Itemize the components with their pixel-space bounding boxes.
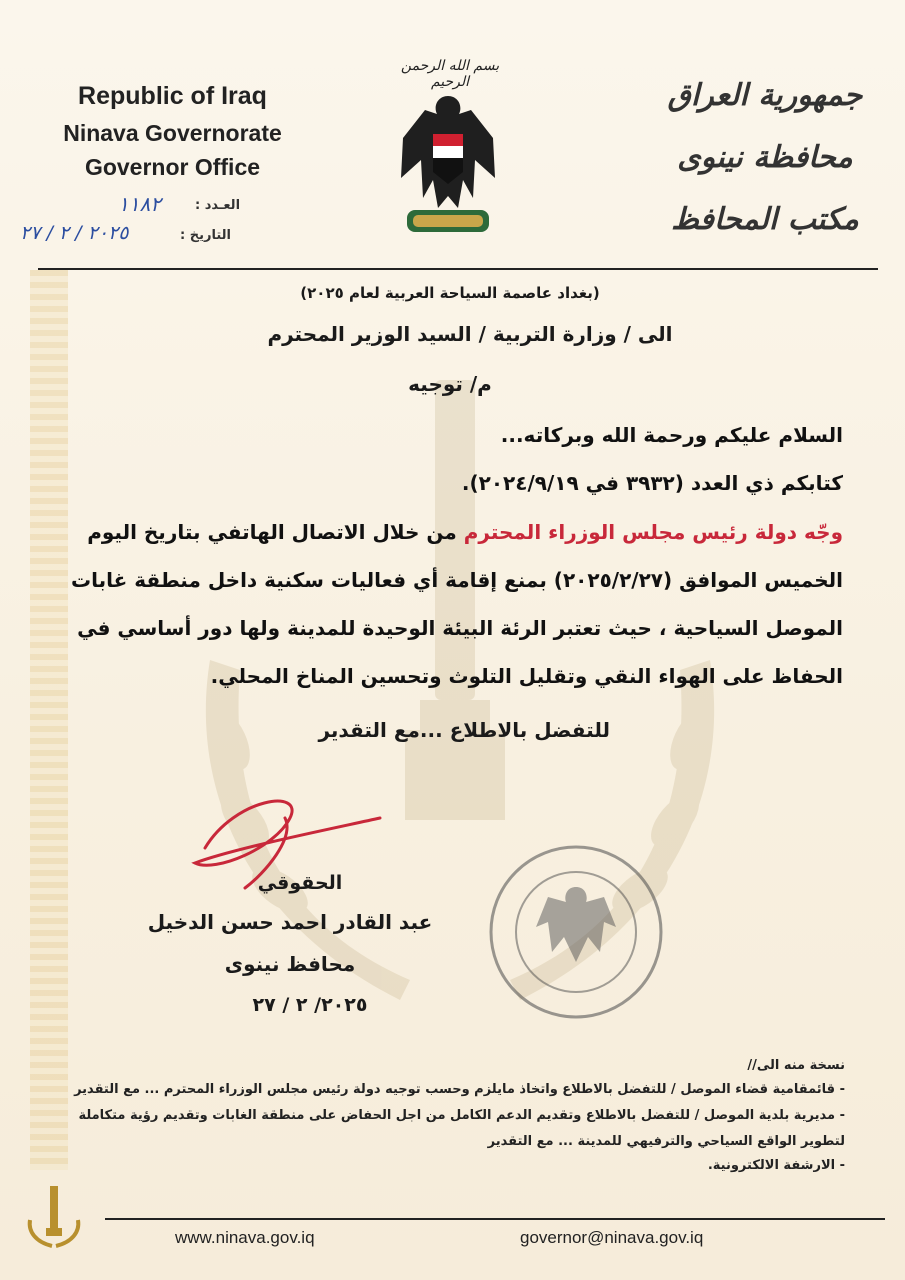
footer-divider [105, 1218, 885, 1220]
date-label: التاريخ : [180, 228, 231, 243]
header-ar-republic: جمهورية العراق [667, 78, 863, 113]
paragraph-line-4: الحفاظ على الهواء النقي وتقليل التلوث وتحسين المناخ المحلي. [210, 664, 843, 688]
copies-heading: نسخة منه الى// [747, 1058, 845, 1073]
paragraph-line-3: الموصل السياحية ، حيث تعتبر الرئة البيئة الوحيدة للمدينة ولها دور أساسي في [77, 616, 843, 640]
prime-minister-highlight: وجّه دولة رئيس مجلس الوزراء المحترم [463, 520, 843, 544]
addressee: الى / وزارة التربية / السيد الوزير المحترم [267, 322, 673, 346]
website-link[interactable]: www.ninava.gov.iq [175, 1228, 315, 1247]
reference-line: كتابكم ذي العدد (٣٩٣٢ في ٢٠٢٤/٩/١٩). [461, 471, 843, 495]
paragraph-line-1 [63, 520, 843, 544]
basmala: بسم الله الرحمن الرحيم [400, 58, 500, 90]
copy-item-1: - قائمقامية قضاء الموصل / للتفضل بالاطلاع واتخاذ مايلزم وحسب توجيه دولة رئيس مجلس الوزراء المحترم ... مع التقدير [74, 1082, 845, 1097]
header-ar-governorate: محافظة نينوى [677, 140, 853, 175]
subject: م/ توجيه [408, 372, 492, 396]
header-governorate: Ninava Governorate [63, 120, 282, 146]
closing: للتفضل بالاطلاع ...مع التقدير [318, 718, 610, 742]
official-stamp [486, 842, 666, 1022]
signature-title: الحقوقي [257, 872, 343, 894]
paragraph-line-1-rest: من خلال الاتصال الهاتفي بتاريخ اليوم [87, 520, 457, 544]
greeting: السلام عليكم ورحمة الله وبركاته... [500, 423, 843, 447]
ninava-minaret-logo [22, 1180, 86, 1250]
signature-name: عبد القادر احمد حسن الدخيل [147, 910, 433, 934]
header-divider [38, 268, 878, 270]
number-label: العـدد : [195, 198, 241, 213]
number-value: ١١٨٢ [118, 192, 161, 216]
slogan: (بغداد عاصمة السياحة العربية لعام ٢٠٢٥) [300, 284, 600, 302]
iraq-eagle-emblem [393, 88, 503, 238]
paragraph-line-2: الخميس الموافق (٢٠٢٥/٢/٢٧) بمنع إقامة أي فعاليات سكنية داخل منطقة غابات [71, 568, 843, 592]
copy-item-2-continued: لتطوير الواقع السياحي والترفيهي للمدينة ... مع التقدير [487, 1134, 845, 1149]
header-ar-office: مكتب المحافظ [671, 202, 859, 237]
date-value: ٢٠٢٥ / ٢ / ٢٧ [20, 222, 129, 244]
signature-date: ٢٠٢٥/ ٢ / ٢٧ [252, 994, 368, 1016]
copy-item-2: - مديرية بلدية الموصل / للتفضل بالاطلاع وتقديم الدعم الكامل من اجل الحفاض على منطقة الغابات وتقديم رؤية متكاملة [78, 1108, 845, 1123]
decorative-border [30, 270, 68, 1170]
copy-item-3: - الارشفة الالكترونية. [707, 1158, 845, 1173]
header-republic: Republic of Iraq [78, 82, 267, 110]
header-office: Governor Office [84, 154, 261, 180]
signature-position: محافظ نينوى [224, 952, 356, 976]
email-link[interactable]: governor@ninava.gov.iq [520, 1228, 704, 1247]
